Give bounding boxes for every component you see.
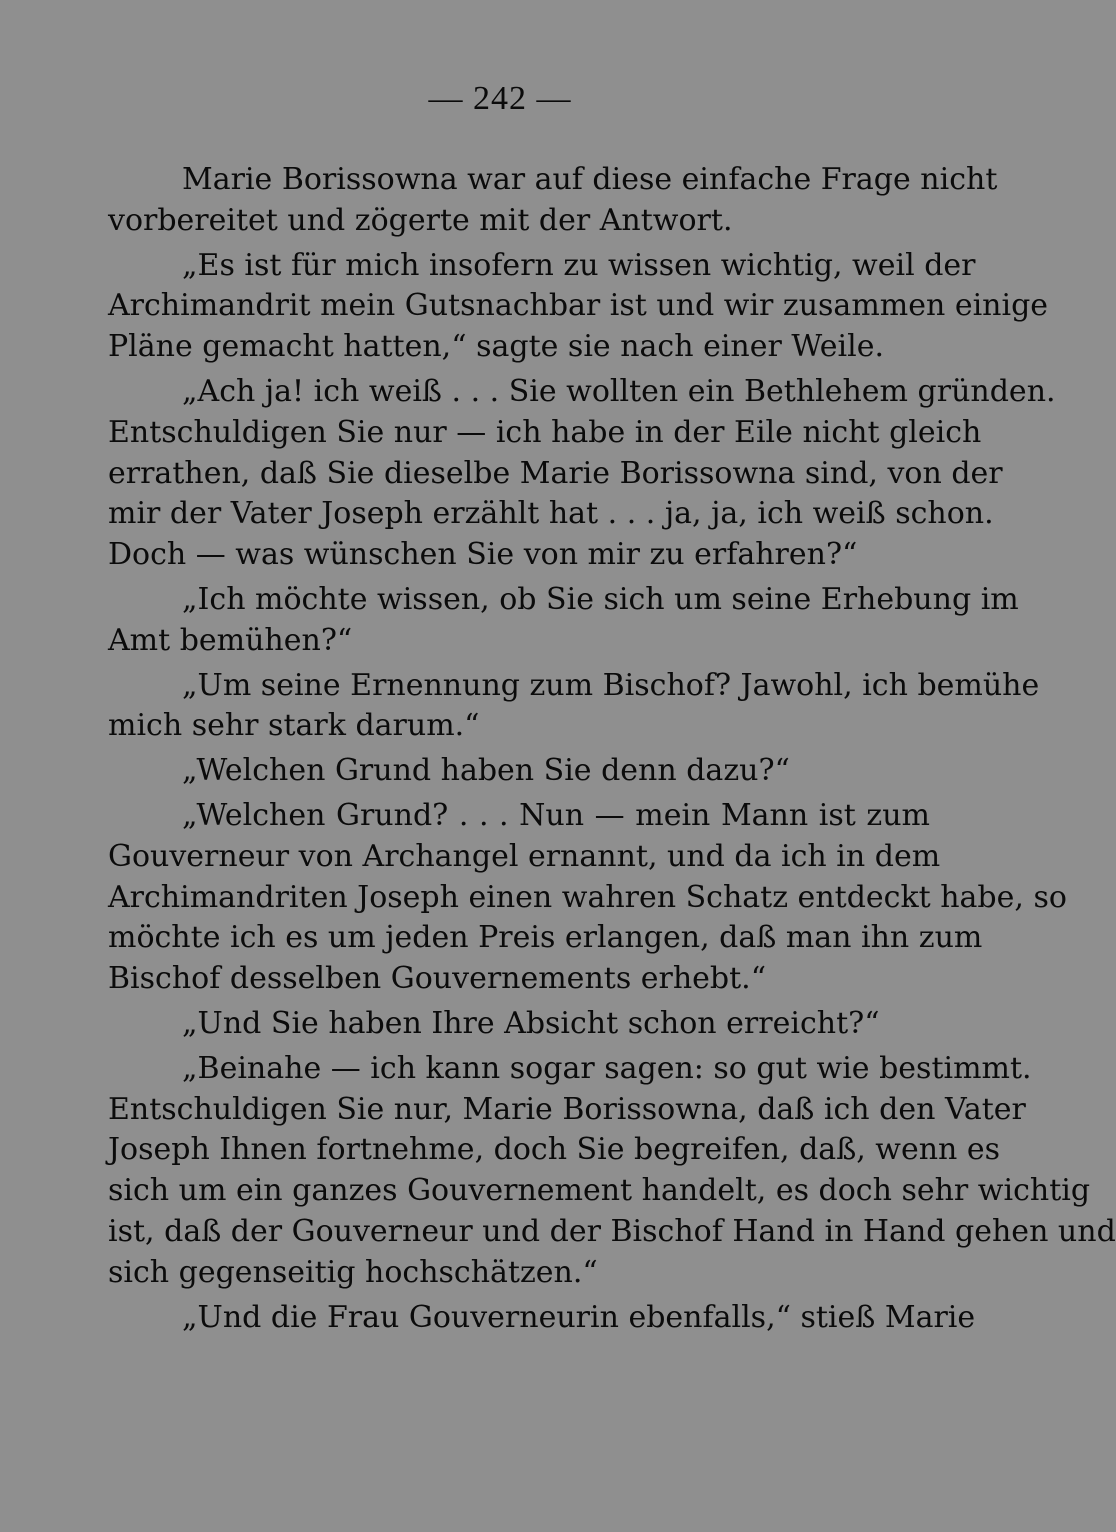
text-line: mich sehr stark darum.“ [108,708,480,744]
paragraph [108,372,1056,576]
text-line: Entschuldigen Sie nur, Marie Borissowna, daß ich den Vater [108,1091,1026,1127]
page-number: — 242 — [428,80,572,117]
text-line: Entschuldigen Sie nur — ich habe in der Eile nicht gleich [108,414,982,450]
paragraph [108,1298,976,1339]
paragraph [108,1004,930,1045]
text-line: „Ach ja! ich weiß . . . Sie wollten ein Bethlehem gründen. [182,373,1056,409]
text-line: Bischof desselben Gouvernements erhebt.“ [108,961,767,997]
text-line: Marie Borissowna war auf diese einfache Frage nicht [182,162,998,197]
text-line: errathen, daß Sie dieselbe Marie Borissowna sind, von der [108,455,1003,491]
text-line: Archimandrit mein Gutsnachbar ist und wir zusammen einige [108,288,1049,324]
text-line: vorbereitet und zögerte mit der Antwort. [108,202,733,238]
text-line: „Es ist für mich insofern zu wissen wichtig, weil der [182,247,976,283]
text-line: mir der Vater Joseph erzählt hat . . . ja, ja, ich weiß schon. [108,496,994,532]
paragraph [108,580,1019,662]
text-line: „Beinahe — ich kann sogar sagen: so gut wie bestimmt. [182,1050,1032,1086]
paragraph [108,666,1040,748]
text-line: Amt bemühen?“ [108,622,353,658]
text-line: ist, daß der Gouverneur und der Bischof Hand in Hand gehen und [108,1213,1116,1249]
text-line: Pläne gemacht hatten,“ sagte sie nach einer Weile. [108,329,884,365]
paragraph [108,246,1049,368]
text-line: sich gegenseitig hochschätzen.“ [108,1254,598,1290]
text-line: möchte ich es um jeden Preis erlangen, daß man ihn zum [108,920,983,956]
body-text [108,160,1116,1338]
paragraph [108,160,998,242]
text-line: Joseph Ihnen fortnehme, doch Sie begreifen, daß, wenn es [108,1132,1001,1168]
text-line: „Welchen Grund haben Sie denn dazu?“ [182,753,790,789]
text-line: Doch — was wünschen Sie von mir zu erfahren?“ [108,537,858,573]
text-line: sich um ein ganzes Gouvernement handelt, es doch sehr wichtig [108,1173,1091,1209]
paragraph [108,751,930,792]
text-line: Archimandriten Joseph einen wahren Schatz entdeckt habe, so [108,879,1067,915]
text-line: „Und die Frau Gouverneurin ebenfalls,“ stieß Marie [182,1299,976,1335]
text-line: „Und Sie haben Ihre Absicht schon erreicht?“ [182,1005,880,1041]
paragraph [108,1049,1116,1294]
text-line: „Welchen Grund? . . . Nun — mein Mann ist zum [182,797,930,833]
text-line: „Um seine Ernennung zum Bischof? Jawohl, ich bemühe [182,667,1040,703]
text-line: Gouverneur von Archangel ernannt, und da ich in dem [108,838,941,874]
text-line: „Ich möchte wissen, ob Sie sich um seine Erhebung im [182,581,1019,617]
paragraph [108,796,1067,1000]
